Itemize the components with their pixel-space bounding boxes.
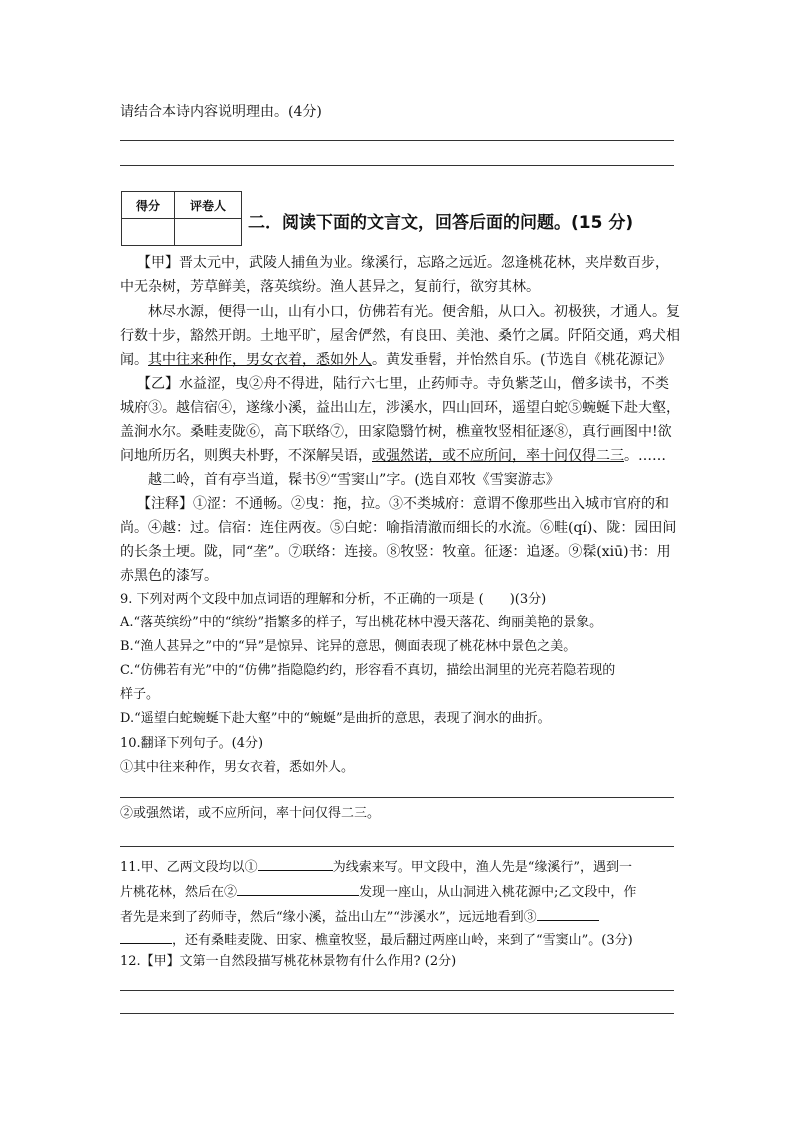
q9-stem: 9. 下列对两个文段中加点词语的理解和分析，不正确的一项是 ( )(3分) — [120, 592, 547, 607]
q11-line — [120, 854, 632, 879]
text-segment: 11.甲、乙两文段均以① — [120, 860, 258, 875]
passage-jia-line: 中无杂树，芳草鲜美，落英缤纷。渔人甚异之，复前行，欲穷其林。 — [120, 279, 540, 295]
q11-line — [120, 904, 599, 929]
notes-line: 赤黑色的漆写。 — [120, 568, 218, 584]
passage-yi-line — [120, 445, 666, 467]
score-cell[interactable] — [122, 219, 175, 246]
fill-blank-1[interactable] — [258, 854, 333, 871]
passage-jia-line: 【甲】晋太元中，武陵人捕鱼为业。缘溪行，忘路之远近。忽逢桃花林，夹岸数百步， — [137, 255, 669, 271]
text-segment: 者先是来到了药师寺，然后“缘小溪，益出山左”“涉溪水”，远远地看到③ — [120, 910, 537, 925]
passage-jia-line: 行数十步，豁然开朗。土地平旷，屋舍俨然，有良田、美池、桑竹之属。阡陌交通，鸡犬相 — [120, 328, 680, 344]
score-table — [121, 191, 242, 246]
fill-blank-2[interactable] — [237, 879, 359, 896]
answer-line — [120, 797, 674, 798]
text-segment: 。黄发垂髫，并怡然自乐。(节选自《桃花源记》 — [372, 352, 672, 368]
q12-stem: 12.【甲】文第一自然段描写桃花林景物有什么作用? (2分) — [120, 954, 457, 969]
passage-yi-line: 越二岭，首有亭当道，髹书⑨“雪窦山”字。(选自邓牧《雪窦游志》 — [148, 472, 560, 488]
text-segment: 。…… — [624, 448, 666, 464]
text-segment: 为线索来写。甲文段中，渔人先是“缘溪行”，遇到一 — [332, 860, 632, 875]
text-segment: ，还有桑畦麦陇、田家、樵童牧竖，最后翻过两座山岭，来到了“雪窦山”。(3分) — [172, 933, 633, 948]
q9-option-c-cont: 样子。 — [120, 687, 160, 702]
prev-question-tail: 请结合本诗内容说明理由。(4分) — [120, 104, 322, 120]
notes-line: 【注释】①涩：不通畅。②曳：拖，拉。③不类城府：意谓不像那些出入城市官府的和 — [137, 496, 669, 512]
q9-option-c: C.“仿佛若有光”中的“仿佛”指隐隐约约，形容看不真切，描绘出洞里的光亮若隐若现的 — [120, 663, 616, 678]
notes-line: 尚。④越：过。信宿：连住两夜。⑤白蛇：喻指清澈而细长的水流。⑥畦(qí)、陇：园田间 — [120, 520, 677, 536]
passage-yi-line: 盖涧水尔。桑畦麦陇⑥，高下联络⑦，田家隐翳竹树，樵童牧竖相征逐⑧，真行画图中!欲 — [120, 424, 672, 440]
grader-cell[interactable] — [175, 219, 242, 246]
answer-line — [120, 1013, 674, 1014]
text-segment: 片桃花林，然后在② — [120, 885, 238, 900]
underlined-sentence: 或强然诺，或不应所问，率十问仅得二三 — [372, 448, 624, 464]
q9-option-d: D.“遥望白蛇蜿蜒下赴大壑”中的“蜿蜒”是曲折的意思，表现了涧水的曲折。 — [120, 711, 551, 726]
answer-line — [120, 140, 674, 141]
section-title: 二．阅读下面的文言文，回答后面的问题。(15 分) — [248, 213, 634, 233]
q10-stem: 10.翻译下列句子。(4分) — [120, 736, 264, 751]
q9-option-a: A.“落英缤纷”中的“缤纷”指繁多的样子，写出桃花林中漫天落花、绚丽美艳的景象。 — [120, 615, 603, 630]
q11-line — [120, 879, 636, 904]
passage-jia-line — [120, 349, 671, 371]
answer-line — [120, 846, 674, 847]
passage-yi-line: 城府③。越信宿④，遂缘小溪，益出山左，涉溪水，四山回环，遥望白蛇⑤蜿蜒下赴大壑， — [120, 400, 680, 416]
answer-line — [120, 165, 674, 166]
text-segment: 闻。 — [120, 352, 148, 368]
q9-option-b: B.“渔人甚异之”中的“异”是惊异、诧异的意思，侧面表现了桃花林中景色之美。 — [120, 639, 577, 654]
text-segment: 发现一座山，从山洞进入桃花源中;乙文段中，作 — [359, 885, 637, 900]
answer-line — [120, 990, 674, 991]
score-header: 得分 — [122, 192, 175, 219]
fill-blank-3-cont[interactable] — [120, 927, 172, 944]
underlined-sentence: 其中往来种作，男女衣着，悉如外人 — [148, 352, 372, 368]
q11-line — [120, 927, 633, 952]
q10-sentence-1: ①其中往来种作，男女衣着，悉如外人。 — [120, 760, 355, 775]
grader-header: 评卷人 — [175, 192, 242, 219]
notes-line: 的长条土埂。陇，同“垄”。⑦联络：连接。⑧牧竖：牧童。征逐：追逐。⑨髹(xiū)书：用 — [120, 544, 671, 560]
text-segment: 问地所历名，则舆夫朴野，不深解吴语， — [120, 448, 372, 464]
passage-yi-line: 【乙】水益涩，曳②舟不得进，陆行六七里，止药师寺。寺负紫芝山，僧多读书，不类 — [137, 376, 669, 392]
passage-jia-line: 林尽水源，便得一山，山有小口，仿佛若有光。便舍船，从口入。初极狭，才通人。复 — [148, 304, 680, 320]
fill-blank-3[interactable] — [537, 904, 599, 921]
q10-sentence-2: ②或强然诺，或不应所问，率十问仅得二三。 — [120, 806, 381, 821]
